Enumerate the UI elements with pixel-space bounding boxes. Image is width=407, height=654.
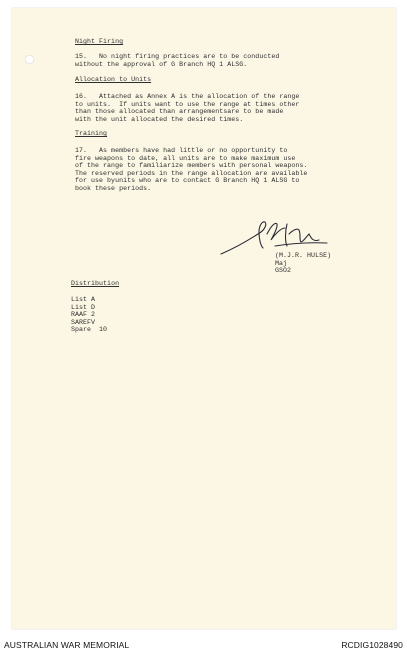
paragraph-line: with the unit allocated the desired times. [75,115,244,123]
heading-distribution: Distribution [71,280,120,287]
paragraph-line: to units. If units want to use the range at times other [75,100,300,108]
paragraph-line: than those allocated than arrangementsare to be made [75,108,284,115]
signatory-appointment: GSO2 [275,267,292,274]
footer-record-id: RCDIG1028490 [341,640,403,650]
heading-training: Training [75,130,108,137]
paragraph-line: of the range to familiarize members with personal weapons. [75,162,308,169]
distribution-item: Spare 10 [71,326,108,333]
heading-allocation-to-units: Allocation to Units [75,76,152,83]
paragraph-line: 15. No night firing practices are to be conducted [75,53,280,60]
signatory-rank: Maj [275,259,288,267]
paragraph-line: 17. As members have had little or no opportunity to [75,147,288,154]
paragraph-line: book these periods. [75,184,152,192]
punch-hole [25,55,34,64]
paragraph-line: without the approval of G Branch HQ 1 ALSG. [75,60,248,68]
heading-night-firing: Night Firing [75,38,124,45]
paragraph-line: The reserved periods in the range allocation are available [75,169,308,177]
paragraph-line: for use byunits who are to contact G Branch HQ 1 ALSG to [75,177,300,184]
distribution-item: List D [71,303,96,311]
distribution-item: SAREFV [71,318,96,326]
distribution-item: RAAF 2 [71,311,96,318]
paragraph-line: fire weapons to date, all units are to make maximum use [75,154,296,162]
footer-source-label: AUSTRALIAN WAR MEMORIAL [4,640,130,650]
paragraph-line: 16. Attached as Annex A is the allocation of the range [75,93,300,100]
distribution-item: List A [71,296,96,303]
signatory-name: (M.J.R. HULSE) [275,252,332,259]
